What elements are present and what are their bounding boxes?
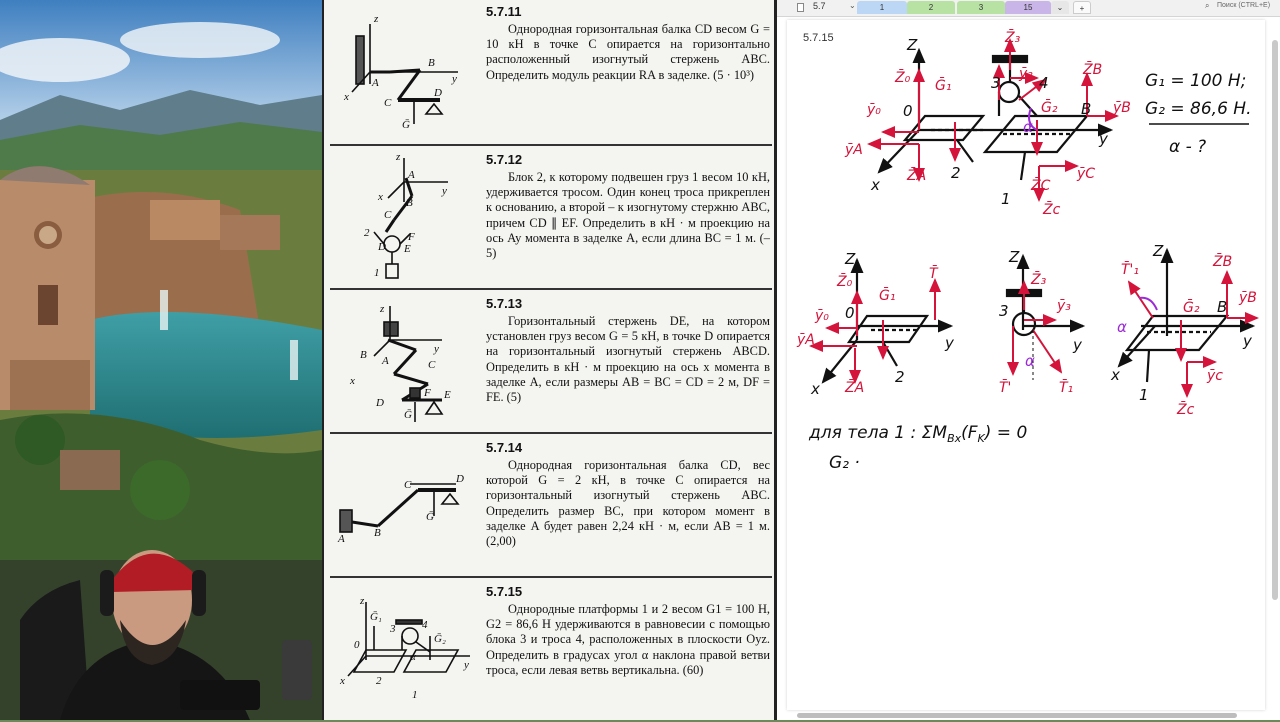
problem-5-7-14 xyxy=(330,432,772,576)
diagram-label: Ḡ₁ xyxy=(935,78,952,94)
given-g1: G₁ = 100 Н; xyxy=(1145,71,1247,91)
svg-text:для тела 1 : ΣMBx(FK) = 0 xyxy=(808,423,1027,445)
fig-label: 4 xyxy=(422,619,428,631)
fig-label: x xyxy=(350,375,355,387)
search-icon: ⌕ xyxy=(1205,1,1210,10)
diagram-label: Z̄C xyxy=(1031,178,1051,194)
fig-label: C xyxy=(404,479,412,491)
fig-label: 2 xyxy=(376,675,382,687)
diagram-label: x xyxy=(871,176,880,194)
equation-text: ) = 0 xyxy=(984,423,1028,443)
problem-5-7-15 xyxy=(330,576,772,722)
diagram-label: B xyxy=(1217,298,1228,316)
fig-label: A xyxy=(372,77,379,89)
fig-label: D xyxy=(434,87,442,99)
section-tab-15[interactable] xyxy=(1005,1,1051,14)
diagram-label: Z̄c xyxy=(1177,402,1195,418)
diagram-label: ȳC xyxy=(1077,166,1096,182)
diagram-label: 1 xyxy=(1001,190,1011,208)
fig-label: Ḡ xyxy=(426,511,434,523)
find-alpha: α - ? xyxy=(1169,137,1207,157)
problem-text: Однородная горизонтальная балка CD весом G = 10 кН в точке C опирается на горизонтально расположенный изогнутый стержень ABC. Определить модуль реакции RA в заделке. (5 · 10³) xyxy=(486,22,770,82)
problem-label: 5.7.15 xyxy=(803,32,834,44)
fig-label: x xyxy=(340,675,345,687)
body1-diagram xyxy=(1110,242,1257,418)
diagram-label: ȳ₀ xyxy=(867,102,881,118)
add-tab-button[interactable] xyxy=(1073,1,1091,14)
section-tab-3[interactable] xyxy=(957,1,1005,14)
fig-label: C xyxy=(428,359,436,371)
moment-equation xyxy=(808,423,1027,473)
tabs-dropdown[interactable]: ⌄ xyxy=(1051,1,1069,14)
diagram-label: Z̄A xyxy=(907,168,927,184)
problem-text: Горизонтальный стержень DE, на котором установлен груз весом G = 5 кН, в точке D опирается на горизонтальный изогнутый стержень ABCD. Определить в кН · м проекцию на ось x момента в заделке A, если размеры AB = BC = CD = 2 м, DF = FE. (5) xyxy=(486,314,770,405)
diagram-label: ȳA xyxy=(797,332,815,348)
vertical-scrollbar[interactable] xyxy=(1272,40,1278,600)
diagram-label: T̄' xyxy=(999,380,1012,396)
body2-diagram xyxy=(796,250,955,398)
section-tab-1[interactable] xyxy=(857,1,907,14)
equation-text: (F xyxy=(961,423,978,443)
equation-subscript: K xyxy=(977,432,985,445)
diagram-label: 0 xyxy=(845,304,855,322)
fig-label: α xyxy=(410,651,416,663)
tab-label: 15 xyxy=(1023,3,1033,12)
diagram-label: 4 xyxy=(1039,74,1049,92)
diagram-label: Z̄₀ xyxy=(895,70,911,86)
diagram-label: B xyxy=(1081,100,1092,118)
fig-label: F xyxy=(408,231,415,243)
fig-label: D xyxy=(378,241,386,253)
diagram-label: x xyxy=(1111,366,1120,384)
fig-label: B xyxy=(374,527,381,539)
fig-label: C xyxy=(384,209,392,221)
diagram-label: Z̄₀ xyxy=(837,274,853,290)
fig-label: Ḡ xyxy=(404,409,412,421)
angle-label: α xyxy=(1117,318,1127,336)
add-tab-label: + xyxy=(1079,4,1085,13)
main-diagram xyxy=(844,28,1131,218)
search-input[interactable]: Поиск (CTRL+E) xyxy=(1217,2,1271,9)
fig-label: F xyxy=(424,387,431,399)
diagram-label: Z xyxy=(907,36,918,54)
angle-label: α xyxy=(1025,352,1035,370)
problem-5-7-12 xyxy=(330,144,772,288)
fig-label: E xyxy=(444,389,451,401)
fig-label: A xyxy=(382,355,389,367)
diagram-label: x xyxy=(811,380,820,398)
problem-figure xyxy=(330,148,480,286)
problem-figure xyxy=(330,292,480,430)
fig-label: D xyxy=(376,397,384,409)
problem-figure xyxy=(330,580,480,720)
diagram-label: 3 xyxy=(999,302,1009,320)
fig-label: B xyxy=(428,57,435,69)
diagram-label: Z xyxy=(1153,242,1164,260)
chevron-down-icon[interactable]: ⌄ xyxy=(849,1,856,10)
diagram-label: ȳB xyxy=(1239,290,1257,306)
diagram-label: y xyxy=(1099,130,1108,148)
handwriting-canvas[interactable] xyxy=(787,20,1265,710)
fig-label: E xyxy=(404,243,411,255)
given-g2: G₂ = 86,6 Н. xyxy=(1145,99,1252,119)
fig-label: Ḡ₁ xyxy=(370,611,382,623)
diagram-label: T̄ xyxy=(929,266,938,282)
fig-label: D xyxy=(456,473,464,485)
diagram-label: ȳ₃ xyxy=(1057,298,1071,314)
problem-number: 5.7.15 xyxy=(486,584,523,599)
partial-equation: G₂ · xyxy=(829,453,860,473)
fig-label: z xyxy=(380,303,385,315)
section-tab-2[interactable] xyxy=(907,1,955,14)
fig-label: y xyxy=(434,343,439,355)
fig-label: Ḡ₂ xyxy=(434,633,446,645)
problem-number: 5.7.12 xyxy=(486,152,523,167)
problem-5-7-11 xyxy=(330,0,772,144)
problem-number: 5.7.14 xyxy=(486,440,523,455)
notebook-toolbar xyxy=(777,0,1280,17)
diagram-label: ȳA xyxy=(845,142,863,158)
diagram-label: 3 xyxy=(991,74,1001,92)
diagram-label: T̄₁ xyxy=(1059,380,1074,396)
diagram-label: Z̄B xyxy=(1213,254,1233,270)
background-photo xyxy=(0,0,322,720)
fig-label: z xyxy=(374,13,379,25)
diagram-label: Z̄B xyxy=(1083,62,1103,78)
problem-number: 5.7.13 xyxy=(486,296,523,311)
fig-label: 2 xyxy=(364,227,370,239)
given-block xyxy=(1145,71,1251,157)
diagram-label: 2 xyxy=(951,164,961,182)
problem-text: Однородные платформы 1 и 2 весом G1 = 100 Н, G2 = 86,6 Н удерживаются в равновесии с помощью блока 3 и троса 4, расположенных в плоскости Oyz. Определить в градусах угол α наклона правой ветви троса, если левая ветвь вертикальна. (60) xyxy=(486,602,770,677)
fig-label: A xyxy=(408,169,415,181)
diagram-label: Z̄c xyxy=(1043,202,1061,218)
diagram-label: 1 xyxy=(1139,386,1149,404)
textbook-page xyxy=(322,0,777,720)
fig-label: y xyxy=(452,73,457,85)
diagram-label: Z̄₃ xyxy=(1031,272,1047,288)
fig-label: A xyxy=(338,533,345,545)
problem-figure xyxy=(330,0,480,140)
diagram-label: Ḡ₁ xyxy=(879,288,896,304)
fig-label: x xyxy=(344,91,349,103)
fig-label: x xyxy=(378,191,383,203)
diagram-label: ȳB xyxy=(1113,100,1131,116)
angle-label: α xyxy=(1023,118,1033,136)
fig-label: z xyxy=(360,595,365,607)
equation-subscript: Bx xyxy=(947,432,962,445)
page-icon xyxy=(797,3,804,12)
problem-figure xyxy=(330,436,480,574)
handwritten-notes-page[interactable] xyxy=(787,20,1265,710)
diagram-label: Z xyxy=(1009,248,1020,266)
problem-number: 5.7.11 xyxy=(486,4,522,19)
fig-label: 1 xyxy=(374,267,380,279)
problem-text: Однородная горизонтальная балка CD, вес которой G = 2 кН, в точке C опирается на горизонтальный изогнутый стержень ABC. Определить размер BC, при котором момент в заделке A будет равен 2,24 кН · м, если AB = 1 м. (2,00) xyxy=(486,458,770,549)
problem-5-7-13 xyxy=(330,288,772,432)
fig-label: y xyxy=(442,185,447,197)
fig-label: Ḡ xyxy=(402,119,410,131)
diagram-label: T̄'₁ xyxy=(1121,262,1140,278)
diagram-label: Ḡ₂ xyxy=(1183,300,1200,316)
fig-label: 1 xyxy=(412,689,418,701)
diagram-label: Z xyxy=(845,250,856,268)
diagram-label: 0 xyxy=(903,102,913,120)
fig-label: y xyxy=(464,659,469,671)
page-select[interactable]: 5.7 xyxy=(813,1,826,11)
diagram-label: y xyxy=(1243,332,1252,350)
notes-app xyxy=(777,0,1280,720)
fig-label: B xyxy=(406,197,413,209)
horizontal-scrollbar[interactable] xyxy=(797,713,1237,718)
diagram-label: y xyxy=(945,334,954,352)
diagram-label: ȳ₀ xyxy=(815,308,829,324)
fig-label: 0 xyxy=(354,639,360,651)
fig-label: C xyxy=(384,97,392,109)
problem-text: Блок 2, к которому подвешен груз 1 весом 10 кН, удерживается тросом. Один конец троса прикреплен к основанию, а второй – к изогнутому стержню ABC, причем CD ∥ EF. Определить в кН · м проекцию на ось Ay момента в заделке A, если длина BC = 1 м. (–5) xyxy=(486,170,770,261)
diagram-label: y xyxy=(1073,336,1082,354)
tab-label: 2 xyxy=(928,3,934,12)
diagram-label: ȳc xyxy=(1207,368,1223,384)
block3-diagram xyxy=(999,248,1083,396)
fig-label: B xyxy=(360,349,367,361)
fig-label: 3 xyxy=(390,623,396,635)
fig-label: z xyxy=(396,151,401,163)
diagram-label: Ḡ₂ xyxy=(1041,100,1058,116)
equation-text: для тела 1 : ΣM xyxy=(809,423,948,443)
diagram-label: 2 xyxy=(895,368,905,386)
diagram-label: Z̄₃ xyxy=(1005,30,1021,46)
diagram-label: Z̄A xyxy=(845,380,865,396)
tab-label: 1 xyxy=(879,3,885,12)
diagram-label: ȳ₃ xyxy=(1019,66,1033,82)
tab-label: 3 xyxy=(978,3,984,12)
